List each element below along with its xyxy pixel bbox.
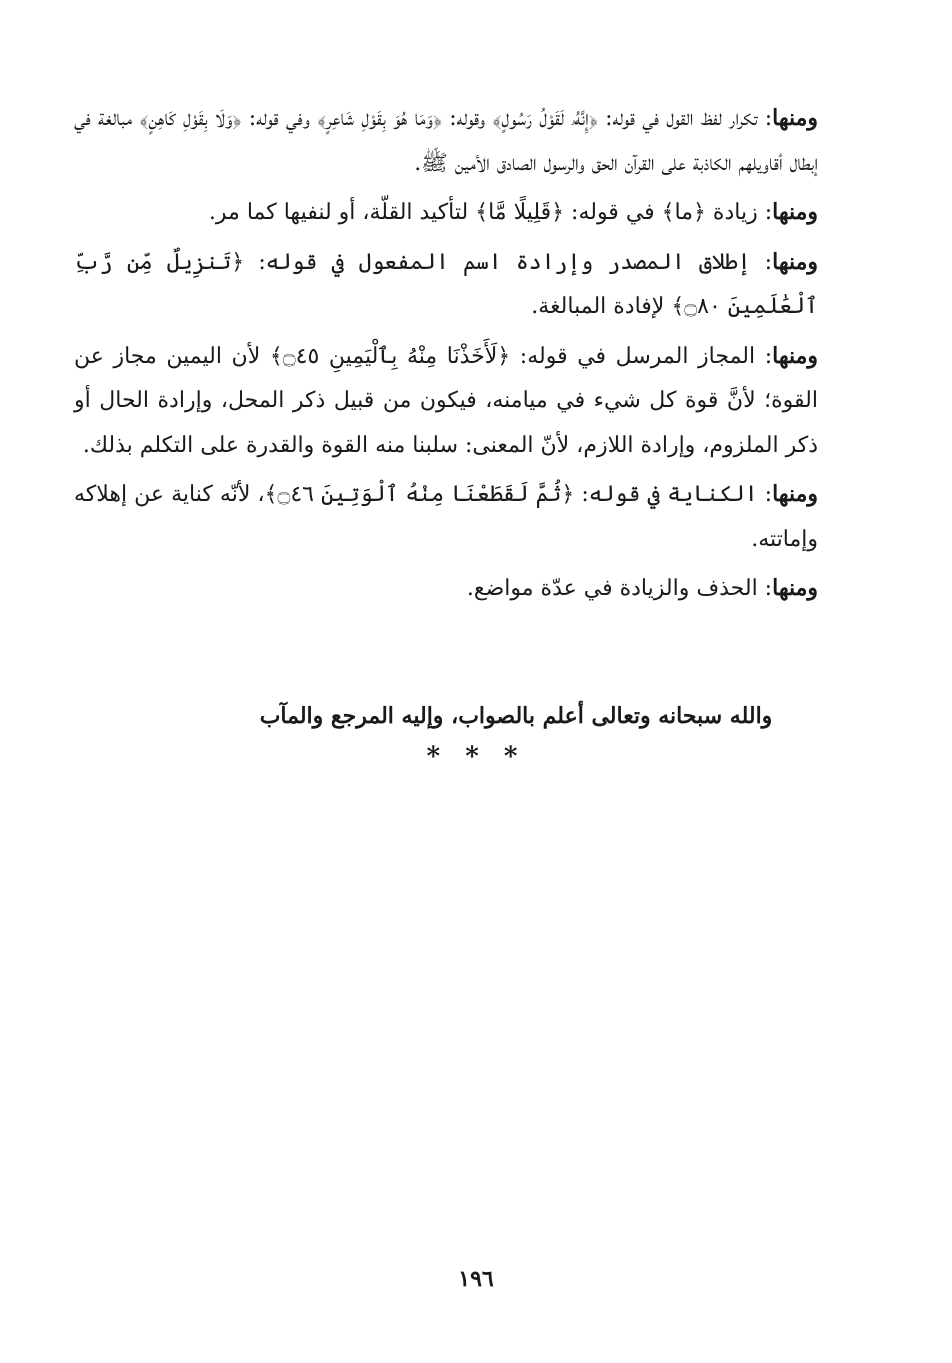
section-separator: * * * — [426, 742, 526, 772]
paragraph-text: : تكرار لفظ القول في قوله: ﴿إِنَّهُۥ لَقَوْلُ رَسُولٍ﴾ وقوله: ﴿وَمَا هُوَ بِقَوْلِ شَاعِرٍ﴾ وفي قوله: ﴿وَلَا بِقَوْلِ كَاهِنٍ﴾ مبالغة في إبطال أقاويلهم الكاذبة على القرآن الحق والرسول الصادق الأمين ﷺ. — [74, 106, 818, 176]
paragraph-repetition — [74, 96, 848, 186]
paragraph-majaz — [74, 334, 848, 469]
paragraph-text: : زيادة ﴿ما﴾ في قوله: ﴿قَلِيلًا مَّا﴾ لتأكيد القلّة، أو لنفيها كما مر. — [208, 200, 773, 225]
paragraph-lead: ومنها — [772, 575, 818, 601]
paragraph-lead: ومنها — [772, 199, 818, 225]
paragraph-hadhf — [74, 566, 848, 612]
paragraph-text: : الكناية في قوله: ﴿ثُمَّ لَقَطَعْنَا مِنْهُ ٱلْوَتِينَ ۝٤٦﴾، لأنّه كناية عن إهلاكه وإماتته. — [74, 482, 818, 552]
paragraph-lead: ومنها — [772, 481, 818, 507]
paragraph-kinaya — [74, 472, 848, 562]
closing-line: والله سبحانه وتعالى أعلم بالصواب، وإليه المرجع والمآب — [259, 703, 773, 729]
paragraph-masdar — [74, 240, 848, 330]
paragraph-lead: ومنها — [772, 248, 818, 275]
body-text — [74, 96, 848, 616]
paragraph-lead: ومنها — [772, 342, 819, 369]
paragraph-addition — [74, 190, 848, 236]
paragraph-text: : الحذف والزيادة في عدّة مواضع. — [466, 576, 773, 601]
paragraph-text: : إطلاق المصدر وإرادة اسم المفعول في قوله: ﴿تَنزِيلٌ مِّن رَّبِّ ٱلْعَٰلَمِينَ ۝٨٠﴾ لإفادة المبالغة. — [74, 249, 818, 319]
page-number: ١٩٦ — [458, 1266, 494, 1292]
paragraph-text: : المجاز المرسل في قوله: ﴿لَأَخَذْنَا مِنْهُ بِٱلْيَمِينِ ۝٤٥﴾ لأن اليمين مجاز عن القوة؛ لأنَّ قوة كل شيء في ميامنه، فيكون من قبيل ذكر المحل، وإرادة الحال أو ذكر الملزوم، وإرادة اللازم، لأنّ المعنى: سلبنا منه القوة والقدرة على التكلم بذلك. — [74, 343, 818, 458]
paragraph-lead: ومنها — [772, 105, 818, 131]
